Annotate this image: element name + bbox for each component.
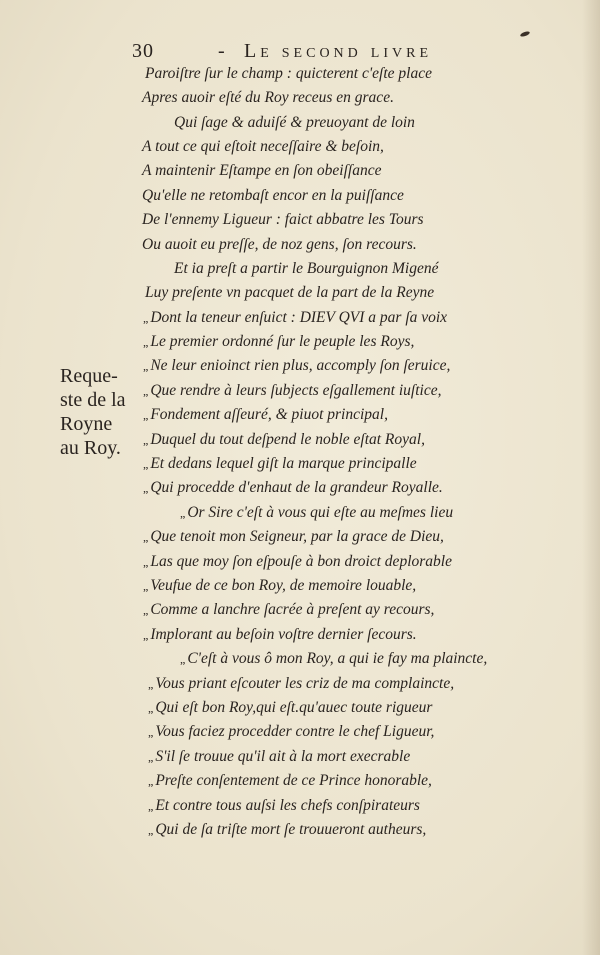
verse-line [143,357,450,375]
quote-marker: „ [180,506,186,520]
verse-text: Vous priant eſcouter les criz de ma complaincte, [155,675,455,692]
verse-line [143,406,388,424]
margin-note-line: au Roy. [60,437,121,459]
quote-marker: „ [143,457,149,471]
verse-text: Et contre tous auſsi les chefs conſpirateurs [155,797,420,814]
verse-text: S'il ſe trouue qu'il ait à la mort execrable [155,748,411,765]
verse-text: Que tenoit mon Seigneur, par la grace de Dieu, [150,528,444,545]
page-number: 30 [132,40,154,62]
verse-line [140,162,382,180]
quote-marker: „ [148,725,154,739]
margin-note-line: ste de la [60,389,126,411]
quote-marker: „ [148,823,154,837]
quote-marker: „ [148,799,154,813]
verse-text: Preſte conſentement de ce Prince honorable, [155,772,432,789]
verse-text: Et dedans lequel giſt la marque principalle [150,455,417,472]
quote-marker: „ [143,555,149,569]
verse-line [143,382,441,400]
verse-line [172,260,438,278]
verse-text: Dont la teneur enſuict : DIEV QVI a par ſa voix [150,309,448,326]
page-gutter-shadow [582,0,600,955]
quote-marker: „ [143,481,149,495]
verse-line [140,187,404,205]
verse-line [140,236,417,254]
quote-marker: „ [143,384,149,398]
verse-line [140,89,394,107]
verse-text: De l'ennemy Ligueur : faict abbatre les Tours [142,211,424,228]
quote-marker: „ [148,774,154,788]
quote-marker: „ [143,335,149,349]
verse-text: Duquel du tout deſpend le noble eſtat Royal, [150,431,425,448]
verse-text: C'eſt à vous ô mon Roy, a qui ie fay ma plaincte, [187,650,488,667]
verse-text: A tout ce qui eſtoit neceſſaire & beſoin, [142,138,384,155]
verse-text: Qui de ſa triſte mort ſe trouueront autheurs, [155,821,427,838]
verse-line [148,821,426,839]
verse-line [143,577,416,595]
verse-text: Le premier ordonné ſur le peuple les Roys, [150,333,415,350]
verse-text: Qui eſt bon Roy,qui eſt.qu'auec toute rigueur [155,699,433,716]
verse-line [143,626,417,644]
quote-marker: „ [148,750,154,764]
quote-marker: „ [143,628,149,642]
quote-marker: „ [143,408,149,422]
margin-note-line: Royne [60,413,113,435]
verse-text: Fondement aſſeuré, & piuot principal, [150,406,388,423]
verse-line [148,772,432,790]
quote-marker: „ [143,579,149,593]
verse-text: Comme a lanchre ſacrée à preſent ay recours, [150,601,435,618]
verse-line [143,528,444,546]
verse-text: Vous faciez procedder contre le chef Ligueur, [155,723,435,740]
margin-note-line: Reque- [60,365,118,387]
verse-line [172,114,415,132]
quote-marker: „ [143,530,149,544]
quote-marker: „ [143,311,149,325]
verse-line [148,797,420,815]
verse-line [143,553,452,571]
verse-text: Ou auoit eu preſſe, de noz gens, ſon recours. [142,236,417,253]
verse-text: Ne leur enioinct rien plus, accomply ſon ſeruice, [150,357,451,374]
verse-text: Or Sire c'eſt à vous qui eſte au meſmes lieu [187,504,454,521]
quote-marker: „ [180,652,186,666]
verse-line [143,479,443,497]
header-dash: - [218,40,226,62]
verse-text: Apres auoir eſté du Roy receus en grace. [142,89,394,106]
quote-marker: „ [148,677,154,691]
quote-marker: „ [143,359,149,373]
quote-marker: „ [148,701,154,715]
verse-line [148,675,454,693]
verse-text: Qu'elle ne retombaſt encor en la puiſſance [142,187,404,204]
verse-line [148,723,434,741]
verse-line [180,650,487,668]
verse-line [180,504,453,522]
verse-text: Que rendre à leurs ſubjects eſgallement iuſtice, [150,382,442,399]
verse-line [148,699,432,717]
verse-text: Qui procedde d'enhaut de la grandeur Royalle. [150,479,443,496]
verse-line [143,333,414,351]
verse-text: A maintenir Eſtampe en ſon obeiſſance [142,162,382,179]
verse-line [140,138,384,156]
verse-text: Implorant au beſoin voſtre dernier ſecours. [150,626,417,643]
verse-line [140,211,424,229]
verse-line [143,284,434,302]
verse-line [143,601,434,619]
verse-line [143,65,432,83]
verse-text: Luy preſente vn pacquet de la part de la Reyne [145,284,435,301]
verse-text: Et ia preſt a partir le Bourguignon Migené [174,260,439,277]
verse-line [143,309,447,327]
running-title: Le second livre [244,40,432,62]
margin-note [60,364,140,460]
verse-line [143,455,417,473]
quote-marker: „ [143,603,149,617]
verse-text: Las que moy ſon eſpouſe à bon droict deplorable [150,553,452,570]
quote-marker: „ [143,433,149,447]
verse-text: Qui ſage & aduiſé & preuoyant de loin [174,114,415,131]
ink-mark [520,30,531,37]
running-header [132,40,532,68]
verse-line [148,748,410,766]
verse-text: Veufue de ce bon Roy, de memoire louable, [150,577,417,594]
verse-line [143,431,425,449]
verse-text: Paroiſtre ſur le champ : quicterent c'eſte place [145,65,432,82]
